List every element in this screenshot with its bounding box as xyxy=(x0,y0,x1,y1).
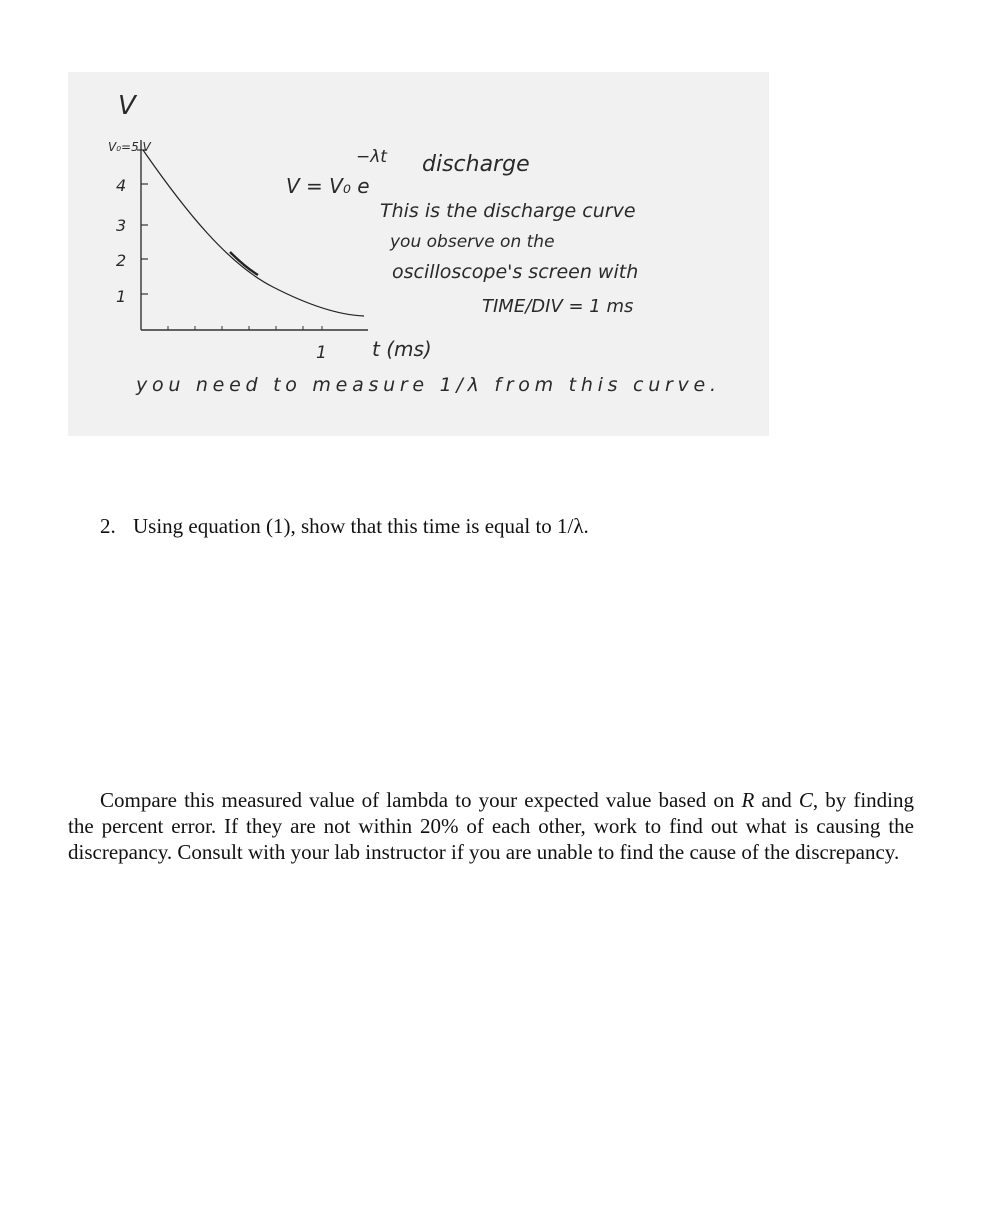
percent-error-paragraph xyxy=(68,787,914,865)
x-axis-label: t (ms) xyxy=(372,337,432,361)
equation-main: V = V₀ e xyxy=(286,174,370,198)
discharge-sketch xyxy=(68,72,769,436)
y-tick-label-2: 2 xyxy=(116,251,127,270)
axis-v-label: V xyxy=(118,91,136,121)
y-tick-label-3: 3 xyxy=(116,216,127,235)
equation-word: discharge xyxy=(422,152,530,177)
y-tick-label-4: 4 xyxy=(116,176,127,195)
paragraph-part1: Compare this measured value of lambda to your expected value based on xyxy=(100,788,742,812)
x-tick-label-1: 1 xyxy=(316,343,327,363)
note-line-3: oscilloscope's screen with xyxy=(392,261,639,283)
note-line-2: you observe on the xyxy=(390,232,555,252)
y-tick-label-1: 1 xyxy=(116,287,127,306)
note-line-1: This is the discharge curve xyxy=(380,200,636,222)
question-number: 2. xyxy=(100,514,116,538)
question-text: Using equation (1), show that this time is equal to 1/λ. xyxy=(133,514,589,538)
paragraph-and: and xyxy=(754,788,799,812)
paragraph-part2: , by finding the percent error. If they are not within 20% of each other, work to find out what is causing the discrepancy. Consult with your lab instructor if you are unable to find the cause of the discrepancy. xyxy=(68,788,915,864)
question-2 xyxy=(100,514,589,539)
curve-emphasis xyxy=(230,252,258,275)
discharge-curve-figure xyxy=(68,72,769,436)
v0-label: V₀=5 V xyxy=(108,140,151,154)
capacitance-symbol: C xyxy=(798,788,813,812)
resistance-symbol: R xyxy=(741,788,755,812)
equation-exponent: −λt xyxy=(356,147,387,167)
footer-note: you need to measure 1/λ from this curve. xyxy=(136,374,716,396)
note-line-4: TIME/DIV = 1 ms xyxy=(482,296,634,317)
